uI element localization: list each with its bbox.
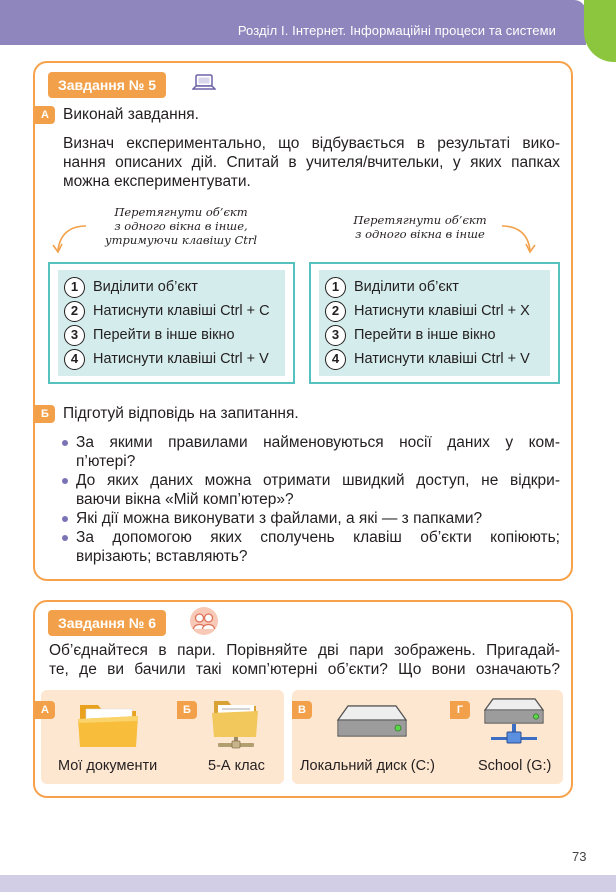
shared-folder-icon [210,697,262,758]
step-label: Натиснути клавіші Ctrl + V [93,351,269,367]
step-label: Перейти в інше вікно [93,327,235,343]
cut-steps-list [319,270,550,376]
left-handwritten-note [86,205,276,247]
cut-steps-panel [309,262,560,384]
network-drive-icon [481,697,547,758]
item-a-tag: А [35,701,55,719]
task-6-body [49,641,560,679]
item-v-tag: В [292,701,312,719]
question-line: За якими правилами найменовуються носії даних у ком- [76,434,560,451]
step-number: 3 [64,325,85,346]
part-a-body-line: Визнач експериментально, що відбувається в результаті вико- [63,135,560,152]
item-b-tag: Б [177,701,197,719]
step-item [325,276,459,298]
step-item [325,324,496,346]
bullet-icon [62,516,68,522]
local-disk-icon [334,702,410,749]
item-a-label: Мої документи [58,758,158,774]
note-line: з одного вікна в інше [355,227,485,241]
question-line: п’ютері? [76,453,136,470]
part-a-body-line: можна експериментувати. [63,173,251,190]
task-5-tag: Завдання № 5 [48,72,166,98]
note-line: утримуючи клавішу Ctrl [104,233,258,247]
question-line: За допомогою яких сполучень клавіш об’єкти копіюють; [76,529,560,546]
step-number: 1 [325,277,346,298]
bullet-icon [62,535,68,541]
item-b-label: 5-А клас [208,758,265,774]
step-label: Виділити об’єкт [354,279,459,295]
step-number: 2 [325,301,346,322]
item-g-label: School (G:) [478,758,552,774]
note-line: Перетягнути об’єкт [114,205,248,219]
part-a-title: Виконай завдання. [63,106,199,123]
step-item [64,276,198,298]
task-6-body-line: те, де ви бачили такі комп’ютерні об’єкти? Що вони означають? [49,661,560,678]
right-curved-arrow-icon [498,222,538,258]
item-v-label: Локальний диск (C:) [300,758,435,774]
copy-steps-panel [48,262,295,384]
step-number: 1 [64,277,85,298]
question-item [76,471,560,509]
step-number: 3 [325,325,346,346]
question-line: ваючи вікна «Мій комп’ютер»? [76,491,294,508]
left-curved-arrow-icon [50,222,90,258]
step-label: Натиснути клавіші Ctrl + X [354,303,530,319]
laptop-icon [192,73,216,93]
note-line: з одного вікна в інше, [114,219,248,233]
question-line: вирізають; вставляють? [76,548,248,565]
question-item [76,433,560,471]
page-number: 73 [572,849,587,864]
question-list [76,433,560,566]
question-line: До яких даних можна отримати швидкий доступ, не відкри- [76,472,560,489]
item-g-tag: Г [450,701,470,719]
task-6-body-line: Об’єднайтеся в пари. Порівняйте дві пари зображень. Пригадай- [49,642,560,659]
bullet-icon [62,440,68,446]
step-number: 2 [64,301,85,322]
step-number: 4 [325,349,346,370]
copy-steps-list [58,270,285,376]
step-label: Натиснути клавіші Ctrl + C [93,303,270,319]
question-item [76,528,560,566]
bottom-bar [0,875,616,892]
bullet-icon [62,478,68,484]
part-a-tag: А [35,106,55,124]
part-a-body [63,134,560,191]
part-b-tag: Б [35,405,55,423]
question-item [76,509,560,528]
part-a-body-line: нання описаних дій. Спитай в учителя/вчительки, у яких папках [63,154,560,171]
question-line: Які дії можна виконувати з файлами, а які — з папками? [76,510,483,527]
chapter-title: Розділ І. Інтернет. Інформаційні процеси та системи [237,23,556,38]
right-handwritten-note [330,213,510,241]
part-b-title: Підготуй відповідь на запитання. [63,405,299,422]
step-item [64,348,269,370]
step-item [64,324,235,346]
step-label: Виділити об’єкт [93,279,198,295]
task-6-tag: Завдання № 6 [48,610,166,636]
step-item [325,348,530,370]
step-item [64,300,270,322]
documents-folder-icon [76,699,142,756]
step-item [325,300,530,322]
chapter-tab [584,0,616,62]
pair-work-icon [189,606,219,636]
step-label: Перейти в інше вікно [354,327,496,343]
step-number: 4 [64,349,85,370]
note-line: Перетягнути об’єкт [353,213,487,227]
step-label: Натиснути клавіші Ctrl + V [354,351,530,367]
chapter-header [0,0,586,45]
